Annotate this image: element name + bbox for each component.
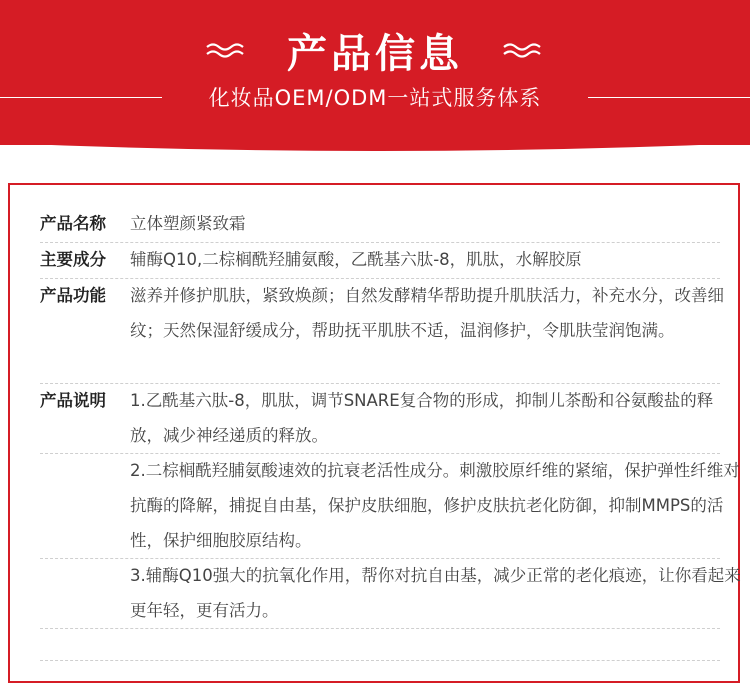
wave-right-icon	[500, 40, 544, 60]
row-description-3	[40, 558, 741, 629]
row-function	[40, 278, 724, 384]
page-title: 产品信息	[287, 31, 463, 77]
row-empty	[40, 628, 720, 661]
value-product-name: 立体塑颜紧致霜	[130, 214, 246, 233]
row-description-2	[40, 453, 740, 559]
row-description-1	[40, 383, 720, 454]
row-ingredients	[40, 242, 720, 279]
value-ingredients: 辅酶Q10,二棕榈酰羟脯氨酸，乙酰基六肽-8，肌肽，水解胶原	[130, 250, 582, 269]
description-paragraph-2: 2.二棕榈酰羟脯氨酸速效的抗衰老活性成分。刺激胶原纤维的紧缩，保护弹性纤维对抗酶的降解，捕捉自由基，保护皮肤细胞，修护皮肤抗老化防御，抑制MMPS的活性，保护细胞胶原结构。	[130, 461, 740, 550]
row-product-name	[40, 206, 720, 243]
subtitle-line-right	[588, 97, 750, 98]
description-paragraph-1: 1.乙酰基六肽-8，肌肽，调节SNARE复合物的形成，抑制儿茶酚和谷氨酸盐的释放，减少神经递质的释放。	[130, 391, 714, 445]
page-subtitle: 化妆品OEM/ODM一站式服务体系	[208, 86, 542, 110]
value-function: 滋养并修护肌肤，紧致焕颜；自然发酵精华帮助提升肌肤活力，补充水分，改善细纹；天然保湿舒缓成分，帮助抚平肌肤不适，温润修护，令肌肤莹润饱满。	[130, 286, 724, 340]
description-paragraph-3: 3.辅酶Q10强大的抗氧化作用，帮你对抗自由基，减少正常的老化痕迹，让你看起来更年轻，更有活力。	[130, 566, 741, 620]
label-description: 产品说明	[40, 391, 106, 410]
label-product-name: 产品名称	[40, 214, 106, 233]
banner-curve	[0, 125, 750, 155]
label-function: 产品功能	[40, 286, 106, 305]
label-ingredients: 主要成分	[40, 250, 106, 269]
